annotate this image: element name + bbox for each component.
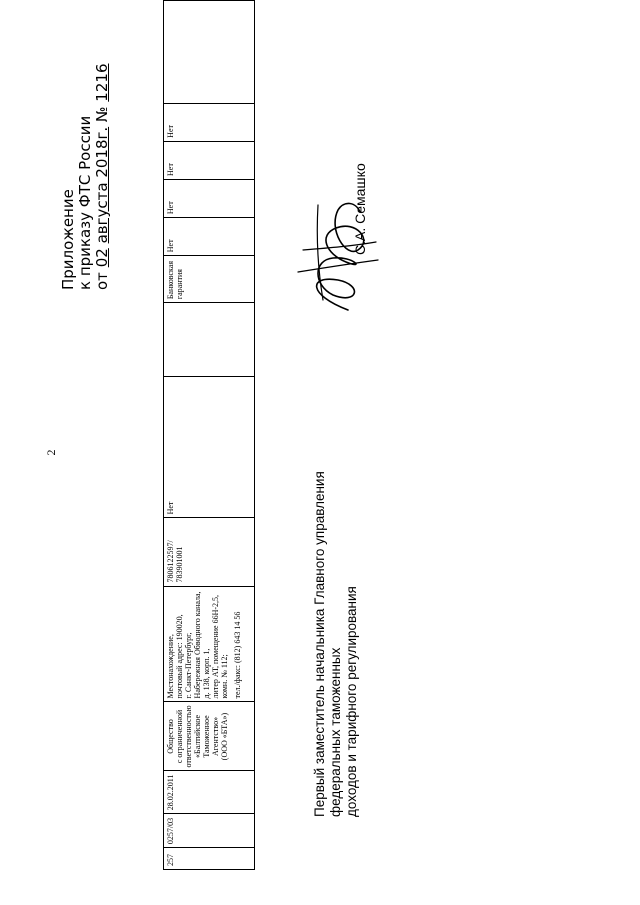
phone-line: тел./факс: (812) 643 14 56 — [233, 611, 242, 699]
cell-row-number: 257 — [164, 848, 255, 870]
handwritten-signature — [278, 190, 390, 320]
signatory-title — [312, 297, 360, 817]
cell-address — [164, 586, 255, 702]
cell-reg-number: 0257/03 — [164, 814, 255, 848]
cell-other-activity: Нет — [164, 377, 255, 518]
cell-date: 28.02.2011 — [164, 771, 255, 814]
appendix-date-line — [94, 40, 111, 290]
address-line: комн. № 112; — [220, 654, 229, 699]
inn: 7806122597/ — [166, 540, 175, 583]
org-line: Общество — [166, 719, 175, 754]
guarantee-line: гарантия — [175, 269, 184, 300]
table-row — [164, 1, 255, 870]
signatory-title-line: федеральных таможенных — [328, 647, 343, 817]
cell-flag-2: Нет — [164, 179, 255, 217]
kpp: 783901001 — [175, 546, 184, 583]
address-line: д. 138, корп. 1, — [202, 648, 211, 699]
appendix-number: 1216 — [93, 63, 111, 102]
cell-flag-3: Нет — [164, 141, 255, 179]
signatory-title-line: Первый заместитель начальника Главного управления — [312, 471, 327, 817]
guarantee-line: Банковская — [166, 260, 175, 300]
cell-last — [164, 1, 255, 104]
appendix-day: 02 — [93, 248, 111, 268]
appendix-title: Приложение — [59, 189, 77, 290]
cell-flag-1: Нет — [164, 218, 255, 256]
address-line: литер АТ, помещение 66Н-2,5, — [211, 594, 220, 699]
address-line: Местонахождение, — [166, 634, 175, 699]
org-line: «Балтийское — [193, 715, 202, 758]
appendix-header — [60, 40, 111, 290]
cell-guarantee — [164, 256, 255, 303]
org-line: Агентство» — [211, 716, 220, 757]
org-line: с ограниченной — [175, 709, 184, 764]
appendix-number-sign: № — [93, 106, 111, 123]
cell-organization — [164, 702, 255, 771]
appendix-month-year: августа 2018г. — [93, 126, 111, 244]
org-line: ответственностью — [184, 705, 193, 768]
address-line: Набережная Обводного канала, — [193, 591, 202, 699]
address-line: г. Санкт-Петербург, — [184, 632, 193, 699]
cell-inn-kpp — [164, 518, 255, 586]
page-number: 2 — [44, 449, 58, 456]
register-table — [163, 0, 255, 870]
signatory-title-line: доходов и тарифного регулирования — [344, 586, 359, 817]
cell-flag-4: Нет — [164, 103, 255, 141]
org-line: (ООО «БТА») — [220, 712, 229, 761]
signer-name: С.А. Семашко — [352, 163, 368, 255]
org-line: Таможенное — [202, 715, 211, 758]
appendix-order-ref: к приказу ФТС России — [76, 115, 94, 290]
address-line: почтовый адрес: 190020, — [175, 614, 184, 699]
cell-empty — [164, 303, 255, 377]
appendix-date-prefix: от — [93, 272, 111, 290]
